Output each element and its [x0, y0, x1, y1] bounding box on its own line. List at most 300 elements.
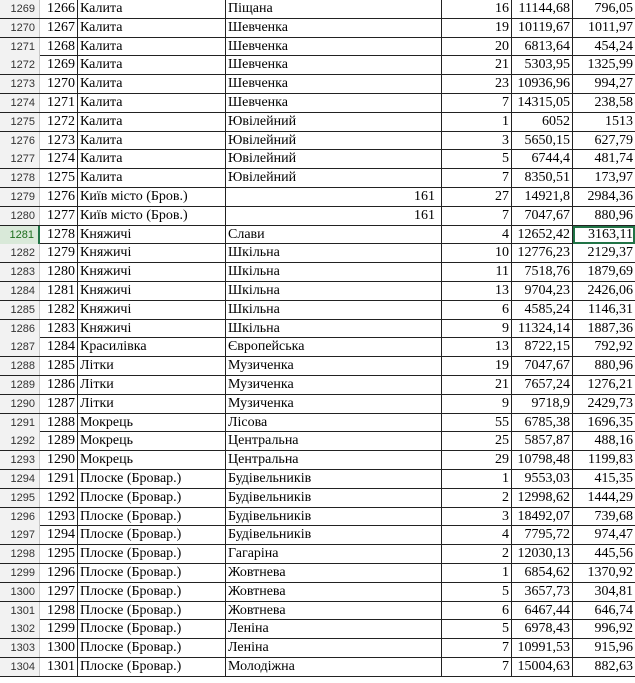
cell-house[interactable]: 3	[442, 508, 512, 526]
cell-area[interactable]: 10991,53	[512, 639, 573, 657]
cell-settlement[interactable]: Літки	[78, 376, 226, 394]
cell-id[interactable]: 1288	[41, 414, 78, 432]
cell-code[interactable]	[226, 244, 439, 262]
cell-area[interactable]: 12776,23	[512, 244, 573, 262]
row-header[interactable]: 1274	[0, 94, 40, 112]
cell-house[interactable]: 2	[442, 489, 512, 507]
cell-settlement[interactable]: Плоске (Бровар.)	[78, 508, 226, 526]
row-header[interactable]: 1282	[0, 244, 40, 262]
cell-house[interactable]: 7	[442, 94, 512, 112]
cell-house[interactable]: 11	[442, 263, 512, 281]
cell-settlement[interactable]: Княжичі	[78, 226, 226, 244]
cell-id[interactable]: 1299	[41, 620, 78, 638]
cell-value[interactable]: 974,47	[594, 527, 633, 543]
cell-house[interactable]: 27	[442, 188, 512, 206]
cell-code[interactable]	[226, 451, 439, 469]
cell-value[interactable]: 2426,06	[587, 282, 633, 298]
cell-settlement[interactable]: Красилівка	[78, 338, 226, 356]
cell-street[interactable]: Шевченка	[226, 38, 442, 56]
cell-area[interactable]: 10119,67	[512, 19, 573, 37]
cell-code[interactable]	[226, 357, 439, 375]
cell-area[interactable]: 6744,4	[512, 150, 573, 168]
cell-area[interactable]: 6052	[512, 113, 573, 131]
cell-settlement[interactable]: Плоске (Бровар.)	[78, 545, 226, 563]
row-header[interactable]: 1277	[0, 150, 40, 168]
row-header[interactable]: 1289	[0, 376, 40, 394]
row-header[interactable]: 1285	[0, 301, 40, 319]
cell-settlement[interactable]: Калита	[78, 169, 226, 187]
cell-street[interactable]: Ювілейний	[226, 132, 442, 150]
cell-street[interactable]: Леніна	[226, 639, 442, 657]
row-header[interactable]: 1294	[0, 470, 40, 488]
table-row	[0, 207, 635, 226]
cell-street[interactable]: Музиченка	[226, 357, 442, 375]
table-row	[0, 113, 635, 132]
cell-area[interactable]: 12652,42	[512, 226, 573, 244]
cell-area[interactable]: 7047,67	[512, 207, 573, 225]
cell-house[interactable]: 25	[442, 432, 512, 450]
cell-id[interactable]: 1294	[41, 526, 78, 544]
cell-value[interactable]: 238,58	[594, 94, 633, 110]
cell-id[interactable]: 1282	[41, 301, 78, 319]
cell-value[interactable]: 1276,21	[587, 376, 633, 392]
table-row	[0, 188, 635, 207]
cell-value[interactable]: 454,24	[594, 38, 633, 54]
cell-house[interactable]: 9	[442, 320, 512, 338]
row-header[interactable]: 1278	[0, 169, 40, 187]
cell-area[interactable]: 8350,51	[512, 169, 573, 187]
cell-house[interactable]: 7	[442, 639, 512, 657]
cell-settlement[interactable]: Мокрець	[78, 414, 226, 432]
cell-settlement[interactable]: Княжичі	[78, 320, 226, 338]
cell-id[interactable]: 1266	[41, 0, 78, 18]
table-row	[0, 451, 635, 470]
table-row	[0, 150, 635, 169]
cell-street[interactable]: Лісова	[226, 414, 442, 432]
cell-area[interactable]: 12998,62	[512, 489, 573, 507]
cell-settlement[interactable]: Калита	[78, 113, 226, 131]
cell-house[interactable]: 1	[442, 113, 512, 131]
cell-house[interactable]: 55	[442, 414, 512, 432]
row-header[interactable]: 1297	[0, 526, 40, 544]
cell-value[interactable]: 1146,31	[588, 301, 633, 317]
cell-id[interactable]: 1278	[41, 226, 78, 244]
cell-area[interactable]: 15004,63	[512, 658, 573, 676]
cell-settlement[interactable]: Мокрець	[78, 451, 226, 469]
cell-value[interactable]: 994,27	[594, 76, 633, 92]
cell-street[interactable]: Будівельників	[226, 470, 442, 488]
cell-settlement[interactable]: Калита	[78, 19, 226, 37]
cell-id[interactable]: 1301	[41, 658, 78, 676]
cell-code[interactable]	[226, 414, 439, 432]
cell-settlement[interactable]: Княжичі	[78, 282, 226, 300]
cell-area[interactable]: 7795,72	[512, 526, 573, 544]
cell-area[interactable]: 7657,24	[512, 376, 573, 394]
cell-settlement[interactable]: Літки	[78, 357, 226, 375]
cell-settlement[interactable]: Плоске (Бровар.)	[78, 564, 226, 582]
row-header[interactable]: 1273	[0, 75, 40, 93]
cell-area[interactable]: 3657,73	[512, 583, 573, 601]
cell-code[interactable]	[226, 376, 439, 394]
cell-id[interactable]: 1296	[41, 564, 78, 582]
row-header[interactable]: 1276	[0, 132, 40, 150]
row-header[interactable]: 1283	[0, 263, 40, 281]
cell-value[interactable]: 880,96	[594, 358, 633, 374]
cell-street[interactable]: Гагаріна	[226, 545, 442, 563]
cell-id[interactable]: 1293	[41, 508, 78, 526]
cell-value[interactable]: 3163,11	[573, 226, 635, 244]
cell-id[interactable]: 1286	[41, 376, 78, 394]
cell-settlement[interactable]: Плоске (Бровар.)	[78, 639, 226, 657]
cell-house[interactable]: 21	[442, 376, 512, 394]
cell-code[interactable]: 161	[414, 207, 435, 223]
cell-settlement[interactable]: Плоске (Бровар.)	[78, 489, 226, 507]
cell-house[interactable]: 19	[442, 357, 512, 375]
cell-value[interactable]: 304,81	[594, 583, 633, 599]
cell-house[interactable]: 7	[442, 207, 512, 225]
cell-value[interactable]: 173,97	[594, 170, 633, 186]
cell-area[interactable]: 6467,44	[512, 602, 573, 620]
cell-house[interactable]: 23	[442, 75, 512, 93]
cell-area[interactable]: 10798,48	[512, 451, 573, 469]
table-row	[0, 94, 635, 113]
cell-settlement[interactable]: Калита	[78, 132, 226, 150]
cell-id[interactable]: 1281	[41, 282, 78, 300]
cell-code[interactable]	[226, 0, 439, 18]
cell-street[interactable]: Шкільна	[226, 244, 442, 262]
cell-code[interactable]	[226, 338, 439, 356]
table-row	[0, 263, 635, 282]
cell-street[interactable]: Леніна	[226, 620, 442, 638]
cell-code[interactable]	[226, 526, 439, 544]
cell-value[interactable]: 2984,36	[587, 188, 633, 204]
cell-settlement[interactable]: Плоске (Бровар.)	[78, 658, 226, 676]
cell-value[interactable]: 627,79	[594, 132, 633, 148]
cell-code[interactable]	[226, 282, 439, 300]
row-header[interactable]: 1286	[0, 320, 40, 338]
cell-area[interactable]: 6854,62	[512, 564, 573, 582]
cell-code[interactable]	[226, 150, 439, 168]
row-header[interactable]: 1295	[0, 489, 40, 507]
row-header[interactable]: 1280	[0, 207, 40, 225]
cell-id[interactable]: 1284	[41, 338, 78, 356]
cell-code[interactable]: 161	[414, 188, 435, 204]
cell-house[interactable]: 13	[442, 282, 512, 300]
row-header[interactable]: 1284	[0, 282, 40, 300]
cell-house[interactable]: 4	[442, 226, 512, 244]
table-row	[0, 489, 635, 508]
row-header[interactable]: 1272	[0, 56, 40, 74]
row-header[interactable]: 1292	[0, 432, 40, 450]
cell-code[interactable]	[226, 75, 439, 93]
row-header[interactable]: 1269	[0, 0, 40, 18]
cell-settlement[interactable]: Мокрець	[78, 432, 226, 450]
row-header[interactable]: 1296	[0, 508, 40, 526]
cell-code[interactable]	[226, 545, 439, 563]
cell-area[interactable]: 9553,03	[512, 470, 573, 488]
cell-code[interactable]	[226, 432, 439, 450]
cell-value[interactable]: 1325,99	[587, 57, 633, 73]
cell-settlement[interactable]: Київ місто (Бров.)	[78, 207, 226, 225]
cell-area[interactable]: 11144,68	[512, 0, 573, 18]
cell-value[interactable]: 796,05	[594, 1, 633, 16]
cell-value[interactable]: 1199,83	[588, 452, 633, 468]
cell-area[interactable]: 4585,24	[512, 301, 573, 319]
cell-area[interactable]: 12030,13	[512, 545, 573, 563]
cell-street[interactable]: Ювілейний	[226, 150, 442, 168]
cell-settlement[interactable]: Калита	[78, 38, 226, 56]
cell-id[interactable]: 1277	[41, 207, 78, 225]
cell-house[interactable]: 16	[442, 0, 512, 18]
cell-house[interactable]: 5	[442, 150, 512, 168]
cell-settlement[interactable]: Калита	[78, 75, 226, 93]
cell-street[interactable]: Жовтнева	[226, 602, 442, 620]
cell-settlement[interactable]: Плоске (Бровар.)	[78, 583, 226, 601]
cell-code[interactable]	[226, 19, 439, 37]
cell-house[interactable]: 5	[442, 620, 512, 638]
cell-id[interactable]: 1283	[41, 320, 78, 338]
cell-value[interactable]: 2429,73	[587, 395, 633, 411]
cell-street[interactable]: Шевченка	[226, 94, 442, 112]
cell-value[interactable]: 646,74	[594, 602, 633, 618]
cell-id[interactable]: 1291	[41, 470, 78, 488]
cell-code[interactable]	[226, 301, 439, 319]
cell-code[interactable]	[226, 94, 439, 112]
cell-street[interactable]: Музиченка	[226, 395, 442, 413]
cell-settlement[interactable]: Літки	[78, 395, 226, 413]
cell-house[interactable]: 6	[442, 301, 512, 319]
cell-value[interactable]: 1513	[605, 113, 633, 129]
row-header[interactable]: 1299	[0, 564, 40, 582]
row-header[interactable]: 1300	[0, 583, 40, 601]
cell-code[interactable]	[226, 508, 439, 526]
cell-settlement[interactable]: Плоске (Бровар.)	[78, 602, 226, 620]
cell-street[interactable]: Жовтнева	[226, 564, 442, 582]
cell-street[interactable]: Будівельників	[226, 526, 442, 544]
cell-code[interactable]	[226, 470, 439, 488]
cell-settlement[interactable]: Плоске (Бровар.)	[78, 526, 226, 544]
cell-area[interactable]: 11324,14	[512, 320, 573, 338]
cell-value[interactable]: 1696,35	[587, 414, 633, 430]
cell-id[interactable]: 1287	[41, 395, 78, 413]
cell-value[interactable]: 445,56	[594, 546, 633, 562]
cell-area[interactable]: 14921,8	[512, 188, 573, 206]
cell-house[interactable]: 20	[442, 38, 512, 56]
cell-street[interactable]: Будівельників	[226, 508, 442, 526]
cell-settlement[interactable]: Княжичі	[78, 263, 226, 281]
cell-value[interactable]: 996,92	[594, 621, 633, 637]
table-row	[0, 526, 635, 545]
cell-street[interactable]: Піщана	[226, 0, 442, 18]
row-header[interactable]: 1275	[0, 113, 40, 131]
cell-code[interactable]	[226, 320, 439, 338]
cell-street[interactable]: Шевченка	[226, 56, 442, 74]
cell-settlement[interactable]: Калита	[78, 150, 226, 168]
cell-house[interactable]: 1	[442, 564, 512, 582]
row-header[interactable]: 1298	[0, 545, 40, 563]
cell-house[interactable]: 2	[442, 545, 512, 563]
row-header[interactable]: 1270	[0, 19, 40, 37]
row-header[interactable]: 1288	[0, 357, 40, 375]
cell-value[interactable]: 415,35	[594, 470, 633, 486]
cell-id[interactable]: 1280	[41, 263, 78, 281]
cell-value[interactable]: 880,96	[594, 207, 633, 223]
cell-settlement[interactable]: Калита	[78, 0, 226, 18]
cell-street[interactable]: Центральна	[226, 451, 442, 469]
cell-id[interactable]: 1274	[41, 150, 78, 168]
cell-street[interactable]: Шкільна	[226, 263, 442, 281]
cell-code[interactable]	[226, 658, 439, 676]
cell-id[interactable]: 1279	[41, 244, 78, 262]
cell-area[interactable]: 6785,38	[512, 414, 573, 432]
cell-code[interactable]	[226, 602, 439, 620]
cell-house[interactable]: 29	[442, 451, 512, 469]
cell-code[interactable]	[226, 113, 439, 131]
cell-id[interactable]: 1295	[41, 545, 78, 563]
cell-value[interactable]: 792,92	[594, 339, 633, 355]
cell-code[interactable]	[226, 263, 439, 281]
cell-value[interactable]: 2129,37	[587, 245, 633, 261]
cell-house[interactable]: 7	[442, 658, 512, 676]
cell-id[interactable]: 1269	[41, 56, 78, 74]
cell-settlement[interactable]: Плоске (Бровар.)	[78, 470, 226, 488]
cell-area[interactable]: 9704,23	[512, 282, 573, 300]
cell-house[interactable]: 5	[442, 583, 512, 601]
cell-street[interactable]: Ювілейний	[226, 113, 442, 131]
cell-settlement[interactable]: Княжичі	[78, 244, 226, 262]
cell-code[interactable]	[226, 169, 439, 187]
cell-value[interactable]: 1444,29	[587, 489, 633, 505]
cell-street[interactable]: Шкільна	[226, 320, 442, 338]
cell-id[interactable]: 1290	[41, 451, 78, 469]
cell-street[interactable]: Слави	[226, 226, 442, 244]
cell-street[interactable]: Будівельників	[226, 489, 442, 507]
cell-id[interactable]: 1285	[41, 357, 78, 375]
cell-code[interactable]	[226, 620, 439, 638]
cell-value[interactable]: 915,96	[594, 640, 633, 656]
cell-area[interactable]: 7518,76	[512, 263, 573, 281]
cell-settlement[interactable]: Калита	[78, 94, 226, 112]
cell-settlement[interactable]: Калита	[78, 56, 226, 74]
row-header[interactable]: 1293	[0, 451, 40, 469]
cell-street[interactable]: Шкільна	[226, 301, 442, 319]
cell-id[interactable]: 1271	[41, 94, 78, 112]
cell-area[interactable]: 18492,07	[512, 508, 573, 526]
cell-house[interactable]: 9	[442, 395, 512, 413]
cell-value[interactable]: 1887,36	[587, 320, 633, 336]
cell-code[interactable]	[226, 583, 439, 601]
cell-house[interactable]: 10	[442, 244, 512, 262]
table-row	[0, 282, 635, 301]
cell-area[interactable]: 6978,43	[512, 620, 573, 638]
row-header[interactable]: 1301	[0, 602, 40, 620]
cell-value[interactable]: 1011,97	[588, 19, 633, 35]
cell-street[interactable]: Шевченка	[226, 19, 442, 37]
cell-house[interactable]: 19	[442, 19, 512, 37]
cell-id[interactable]: 1298	[41, 602, 78, 620]
cell-value[interactable]: 481,74	[594, 151, 633, 167]
table-row	[0, 75, 635, 94]
table-row	[0, 244, 635, 263]
cell-id[interactable]: 1297	[41, 583, 78, 601]
cell-street[interactable]: Шкільна	[226, 282, 442, 300]
cell-street[interactable]: Музиченка	[226, 376, 442, 394]
cell-id[interactable]: 1292	[41, 489, 78, 507]
row-header[interactable]: 1302	[0, 620, 40, 638]
cell-street[interactable]: Шевченка	[226, 75, 442, 93]
cell-area[interactable]: 14315,05	[512, 94, 573, 112]
cell-area[interactable]: 5303,95	[512, 56, 573, 74]
cell-street[interactable]: Молодіжна	[226, 658, 442, 676]
cell-code[interactable]	[226, 226, 439, 244]
cell-house[interactable]: 6	[442, 602, 512, 620]
cell-area[interactable]: 7047,67	[512, 357, 573, 375]
row-header[interactable]: 1287	[0, 338, 40, 356]
cell-code[interactable]	[226, 564, 439, 582]
cell-id[interactable]: 1289	[41, 432, 78, 450]
row-header[interactable]: 1290	[0, 395, 40, 413]
cell-house[interactable]: 4	[442, 526, 512, 544]
cell-value[interactable]: 739,68	[594, 508, 633, 524]
table-row	[0, 169, 635, 188]
cell-street[interactable]: Центральна	[226, 432, 442, 450]
row-header[interactable]: 1271	[0, 38, 40, 56]
cell-id[interactable]: 1268	[41, 38, 78, 56]
cell-street[interactable]: Ювілейний	[226, 169, 442, 187]
cell-area[interactable]: 6813,64	[512, 38, 573, 56]
cell-id[interactable]: 1270	[41, 75, 78, 93]
cell-value[interactable]: 882,63	[594, 658, 633, 674]
cell-code[interactable]	[226, 395, 439, 413]
cell-house[interactable]: 3	[442, 132, 512, 150]
cell-id[interactable]: 1300	[41, 639, 78, 657]
cell-code[interactable]	[226, 56, 439, 74]
cell-value[interactable]: 1370,92	[587, 564, 633, 580]
cell-id[interactable]: 1272	[41, 113, 78, 131]
cell-area[interactable]: 9718,9	[512, 395, 573, 413]
cell-settlement[interactable]: Київ місто (Бров.)	[78, 188, 226, 206]
cell-value[interactable]: 1879,69	[587, 264, 633, 280]
cell-house[interactable]: 21	[442, 56, 512, 74]
cell-id[interactable]: 1275	[41, 169, 78, 187]
cell-house[interactable]: 1	[442, 470, 512, 488]
cell-area[interactable]: 5650,15	[512, 132, 573, 150]
cell-settlement[interactable]: Княжичі	[78, 301, 226, 319]
row-header[interactable]: 1291	[0, 414, 40, 432]
cell-id[interactable]: 1276	[41, 188, 78, 206]
cell-code[interactable]	[226, 38, 439, 56]
cell-area[interactable]: 8722,15	[512, 338, 573, 356]
cell-settlement[interactable]: Плоске (Бровар.)	[78, 620, 226, 638]
cell-street[interactable]: Жовтнева	[226, 583, 442, 601]
row-header[interactable]: 1279	[0, 188, 40, 206]
cell-area[interactable]: 10936,96	[512, 75, 573, 93]
cell-area[interactable]: 5857,87	[512, 432, 573, 450]
row-header[interactable]: 1303	[0, 639, 40, 657]
cell-id[interactable]: 1267	[41, 19, 78, 37]
cell-id[interactable]: 1273	[41, 132, 78, 150]
cell-code[interactable]	[226, 639, 439, 657]
cell-house[interactable]: 13	[442, 338, 512, 356]
row-header[interactable]: 1304	[0, 658, 40, 676]
cell-code[interactable]	[226, 489, 439, 507]
cell-street[interactable]: Європейська	[226, 338, 442, 356]
cell-code[interactable]	[226, 132, 439, 150]
row-header[interactable]: 1281	[0, 226, 40, 244]
cell-value[interactable]: 488,16	[594, 433, 633, 449]
cell-house[interactable]: 7	[442, 169, 512, 187]
table-row	[0, 545, 635, 564]
